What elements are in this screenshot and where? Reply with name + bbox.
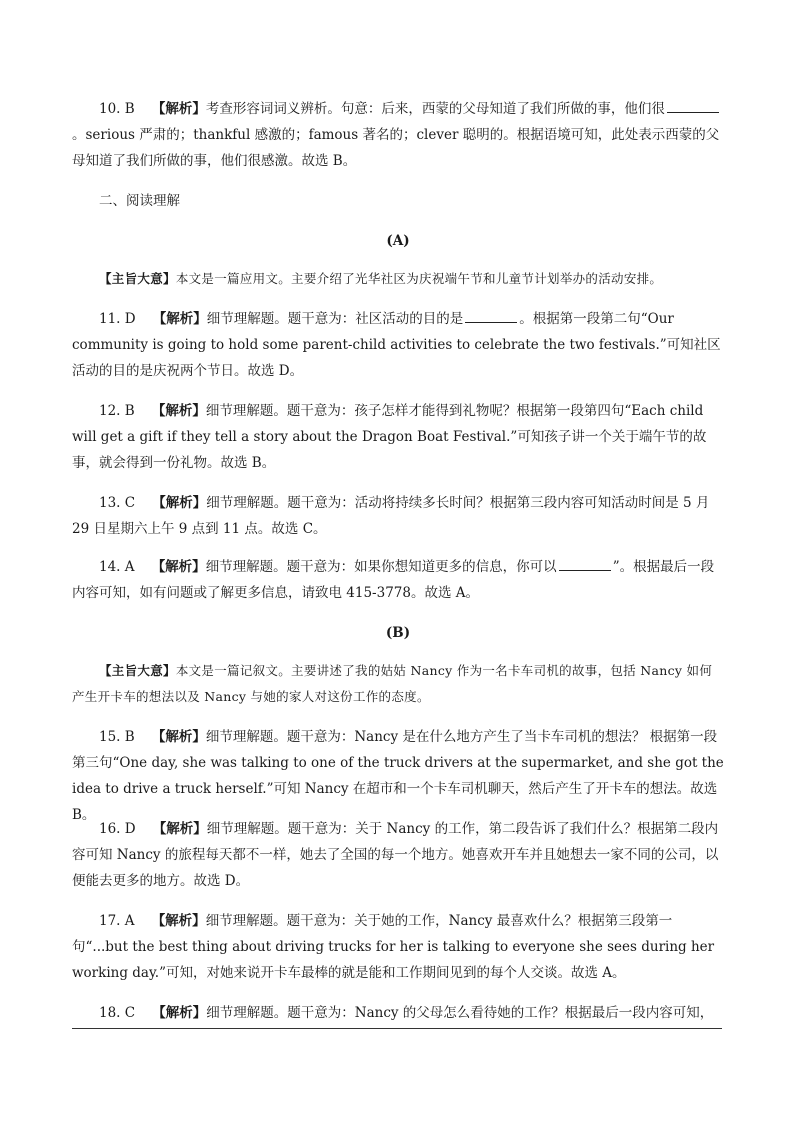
- answer-14: 14. A 【解析】细节理解题。题干意为：如果你想知道更多的信息，你可以 ”。根据最后一段内容可知，如有问题或了解更多信息，请致电 415-3778。故选 A。: [72, 559, 715, 601]
- analysis-tag: 【解析】: [151, 729, 206, 745]
- answer-13: 13. C 【解析】细节理解题。题干意为：活动将持续多长时间？根据第三段内容可知活动时间是 5 月 29 日星期六上午 9 点到 11 点。故选 C。: [72, 495, 710, 537]
- answer-10: 10. B 【解析】考查形容词词义辨析。句意：后来，西蒙的父母知道了我们所做的事，他们很。serious 严肃的；thankful 感激的；famous 著名的；clever 聪明的。根据语境可知，此处表示西蒙的父母知道了我们所做的事，他们很感激。故选 B。: [72, 101, 720, 169]
- analysis-tag: 【解析】: [151, 101, 206, 117]
- analysis-tag: 【解析】: [152, 821, 207, 837]
- analysis-tag: 【解析】: [152, 311, 207, 327]
- analysis-tag: 【解析】: [151, 403, 206, 419]
- passage-b-label: (B): [385, 625, 411, 641]
- answer-blank: [559, 558, 611, 571]
- answer-11: 11. D 【解析】细节理解题。题干意为：社区活动的目的是 。根据第一段第二句“Our community is going to hold some parent-child activities to celebrate the two festivals.”可知社区活动的目的是庆祝两个节日。故选 D。: [72, 311, 721, 379]
- summary-tag: 【主旨大意】: [99, 271, 176, 286]
- answer-blank: [667, 100, 719, 113]
- analysis-tag: 【解析】: [151, 913, 206, 929]
- summary-tag: 【主旨大意】: [99, 663, 176, 678]
- passage-a-label: (A): [386, 233, 410, 249]
- footer-divider: [72, 1028, 722, 1029]
- passage-b-summary: 【主旨大意】本文是一篇记叙文。主要讲述了我的姑姑 Nancy 作为一名卡车司机的故事，包括 Nancy 如何产生开卡车的想法以及 Nancy 与她的家人对这份工作的态度。: [72, 663, 713, 704]
- answer-18: 18. C 【解析】细节理解题。题干意为：Nancy 的父母怎么看待她的工作？根据最后一段内容可知，: [99, 1005, 714, 1021]
- passage-a-summary: 【主旨大意】本文是一篇应用文。主要介绍了光华社区为庆祝端午节和儿童节计划举办的活动安排。: [99, 271, 663, 286]
- answer-blank: [465, 310, 517, 323]
- analysis-tag: 【解析】: [151, 559, 206, 575]
- answer-16: 16. D 【解析】细节理解题。题干意为：关于 Nancy 的工作，第二段告诉了我们什么？根据第二段内容可知 Nancy 的旅程每天都不一样，她去了全国的每一个地方。她喜欢开车并且她想去一家不同的公司，以便能去更多的地方。故选 D。: [72, 821, 719, 889]
- analysis-tag: 【解析】: [152, 1005, 207, 1021]
- analysis-tag: 【解析】: [152, 495, 207, 511]
- answer-12: 12. B 【解析】细节理解题。题干意为：孩子怎样才能得到礼物呢？根据第一段第四句“Each child will get a gift if they tell a story about the Dragon Boat Festival.”可知孩子讲一个关于端午节的故事，就会得到一份礼物。故选 B。: [72, 403, 707, 471]
- section-heading: 二、阅读理解: [99, 193, 180, 209]
- answer-17: 17. A 【解析】细节理解题。题干意为：关于她的工作，Nancy 最喜欢什么？根据第三段第一句“...but the best thing about driving trucks for her is talking to everyone she sees during her working day.”可知，对她来说开卡车最棒的就是能和工作期间见到的每个人交谈。故选 A。: [72, 913, 715, 981]
- answer-15: 15. B 【解析】细节理解题。题干意为：Nancy 是在什么地方产生了当卡车司机的想法？ 根据第一段第三句“One day, she was talking to one of the truck drivers at the supermarket, and she got the idea to drive a truck herself.”可知 Nancy 在超市和一个卡车司机聊天，然后产生了开卡车的想法。故选 B。: [72, 729, 724, 823]
